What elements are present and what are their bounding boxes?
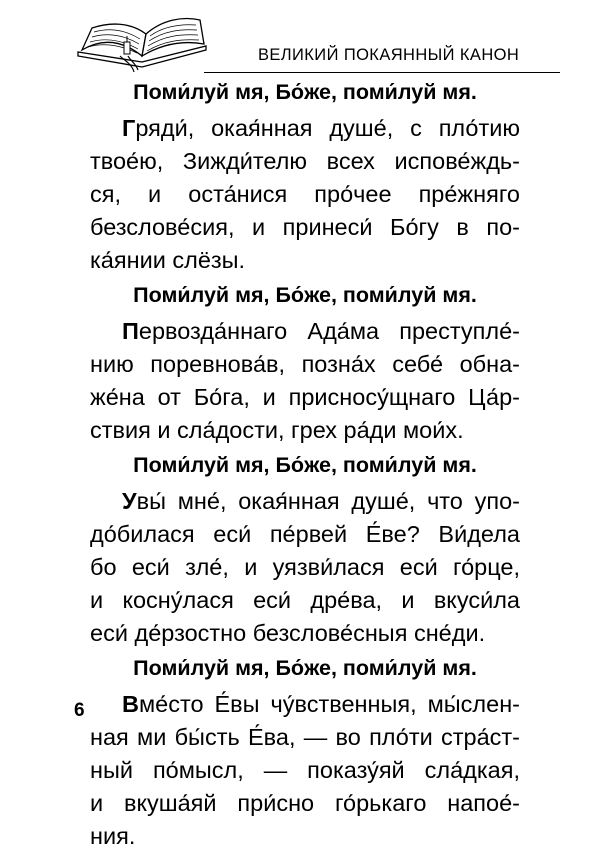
- refrain: Поми́луй мя, Бо́же, поми́луй мя.: [133, 283, 477, 307]
- stanza-line: [90, 112, 520, 145]
- stanza-line: и вкуша́яй при́сно го́рькаго напое́-: [90, 790, 520, 816]
- page-header: [72, 12, 562, 74]
- stanza-line: [90, 315, 520, 348]
- stanza: [90, 315, 520, 447]
- stanza-line: нию поревнова́в, позна́х себе́ обна-: [90, 351, 520, 377]
- refrain: Поми́луй мя, Бо́же, поми́луй мя.: [133, 453, 477, 477]
- stanza-line-text: ервозда́ннаго Ада́ма преступле́-: [138, 318, 520, 344]
- stanza-line: ная ми бы́сть Е́ва, — во пло́ти стра́ст-: [90, 724, 520, 750]
- stanza-line: ный по́мысл, — показу́яй сла́дкая,: [90, 757, 520, 783]
- stanza-line: ка́янии слёзы.: [90, 247, 246, 273]
- stanza: [90, 112, 520, 277]
- stanza-line: до́билася еси́ пе́рвей Е́ве? Ви́дела: [90, 521, 520, 547]
- running-title: ВЕЛИКИЙ ПОКАЯННЫЙ КАНОН: [258, 46, 520, 64]
- stanza-line: твое́ю, Зижди́телю всех испове́ждь-: [90, 148, 520, 174]
- stanza-initial: Г: [122, 115, 136, 141]
- page-number: 6: [74, 700, 85, 721]
- stanza: [90, 485, 520, 650]
- stanza-line: ния.: [90, 823, 136, 849]
- stanza-initial: П: [122, 318, 139, 344]
- stanza-line-text: вы́ мне́, окая́нная душе́, что упо-: [136, 488, 520, 514]
- refrain: Поми́луй мя, Бо́же, поми́луй мя.: [133, 80, 477, 104]
- stanza-line: [90, 485, 520, 518]
- stanza-line: бо еси́ зле́, и уязви́лася еси́ го́рце,: [90, 554, 520, 580]
- stanza-line: ся, и оста́нися про́чее пре́жняго: [90, 181, 520, 207]
- stanza-line: еси́ де́рзостно безслове́сныя сне́ди.: [90, 620, 486, 646]
- stanza-line: же́на от Бо́га, и присносу́щнаго Ца́р-: [90, 384, 520, 410]
- stanza-initial: В: [122, 691, 139, 717]
- canon-text: [90, 74, 520, 855]
- open-book-icon: [72, 12, 212, 74]
- header-rule: [204, 72, 560, 73]
- stanza-line-text: ряди́, окая́нная душе́, с пло́тию: [135, 115, 520, 141]
- stanza-line: безслове́сия, и принеси́ Бо́гу в по-: [90, 214, 520, 240]
- stanza-line: ствия и сла́дости, грех ра́ди мои́х.: [90, 417, 464, 443]
- refrain: Поми́луй мя, Бо́же, поми́луй мя.: [133, 656, 477, 680]
- stanza-line: и косну́лася еси́ дре́ва, и вкуси́ла: [90, 587, 520, 613]
- stanza-line: [90, 688, 520, 721]
- stanza: [90, 688, 520, 853]
- stanza-line-text: ме́сто Е́вы чу́вственныя, мы́слен-: [138, 691, 520, 717]
- stanza-initial: У: [122, 488, 137, 514]
